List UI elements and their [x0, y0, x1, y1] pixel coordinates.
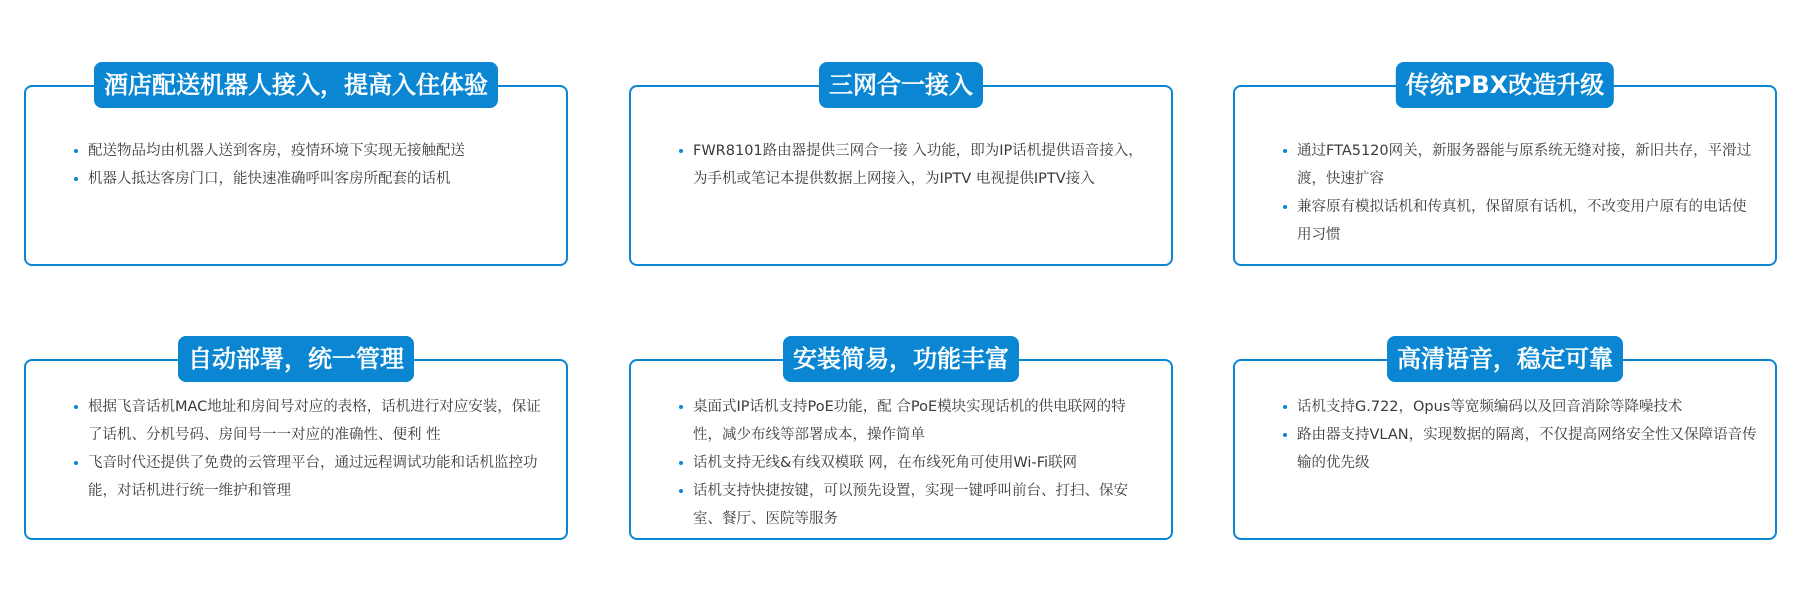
- list-item: 通过FTA5120网关，新服务器能与原系统无缝对接，新旧共存，平滑过渡，快速扩容: [1297, 137, 1757, 193]
- list-item: 话机支持G.722，Opus等宽频编码以及回音消除等降噪技术: [1297, 393, 1757, 421]
- card-title: 三网合一接入: [819, 62, 983, 108]
- list-item: 路由器支持VLAN，实现数据的隔离，不仅提高网络安全性又保障语音传输的优先级: [1297, 421, 1757, 477]
- list-item: 话机支持快捷按键，可以预先设置，实现一键呼叫前台、打扫、保安室、餐厅、医院等服务: [693, 477, 1153, 533]
- card-title: 安装简易，功能丰富: [783, 336, 1019, 382]
- card-title: 自动部署，统一管理: [178, 336, 414, 382]
- list-item: 话机支持无线&有线双模联 网，在布线死角可使用Wi-Fi联网: [693, 449, 1153, 477]
- feature-card-auto-deploy: [24, 345, 568, 540]
- feature-list: [1297, 137, 1757, 249]
- list-item: 机器人抵达客房门口，能快速准确呼叫客房所配套的话机: [88, 165, 548, 193]
- list-item: 桌面式IP话机支持PoE功能，配 合PoE模块实现话机的供电联网的特性，减少布线等部署成本，操作简单: [693, 393, 1153, 449]
- list-item: 根据飞音话机MAC地址和房间号对应的表格，话机进行对应安装，保证了话机、分机号码、房间号一一对应的准确性、便利 性: [88, 393, 548, 449]
- feature-list: [693, 393, 1153, 533]
- feature-card-pbx-upgrade: [1233, 71, 1777, 266]
- list-item: 飞音时代还提供了免费的云管理平台，通过远程调试功能和话机监控功能，对话机进行统一维护和管理: [88, 449, 548, 505]
- feature-card-easy-install: [629, 345, 1173, 540]
- card-title: 高清语音，稳定可靠: [1387, 336, 1623, 382]
- feature-list: [88, 393, 548, 505]
- feature-card-triple-play: [629, 71, 1173, 266]
- card-title: 传统PBX改造升级: [1396, 62, 1614, 108]
- feature-card-hd-voice: [1233, 345, 1777, 540]
- feature-card-robot-delivery: [24, 71, 568, 266]
- feature-list: [1297, 393, 1757, 477]
- list-item: FWR8101路由器提供三网合一接 入功能，即为IP话机提供语音接入，为手机或笔记本提供数据上网接入，为IPTV 电视提供IPTV接入: [693, 137, 1153, 193]
- feature-list: [693, 137, 1153, 193]
- card-title: 酒店配送机器人接入，提高入住体验: [94, 62, 498, 108]
- list-item: 配送物品均由机器人送到客房，疫情环境下实现无接触配送: [88, 137, 548, 165]
- feature-list: [88, 137, 548, 193]
- list-item: 兼容原有模拟话机和传真机，保留原有话机，不改变用户原有的电话使用习惯: [1297, 193, 1757, 249]
